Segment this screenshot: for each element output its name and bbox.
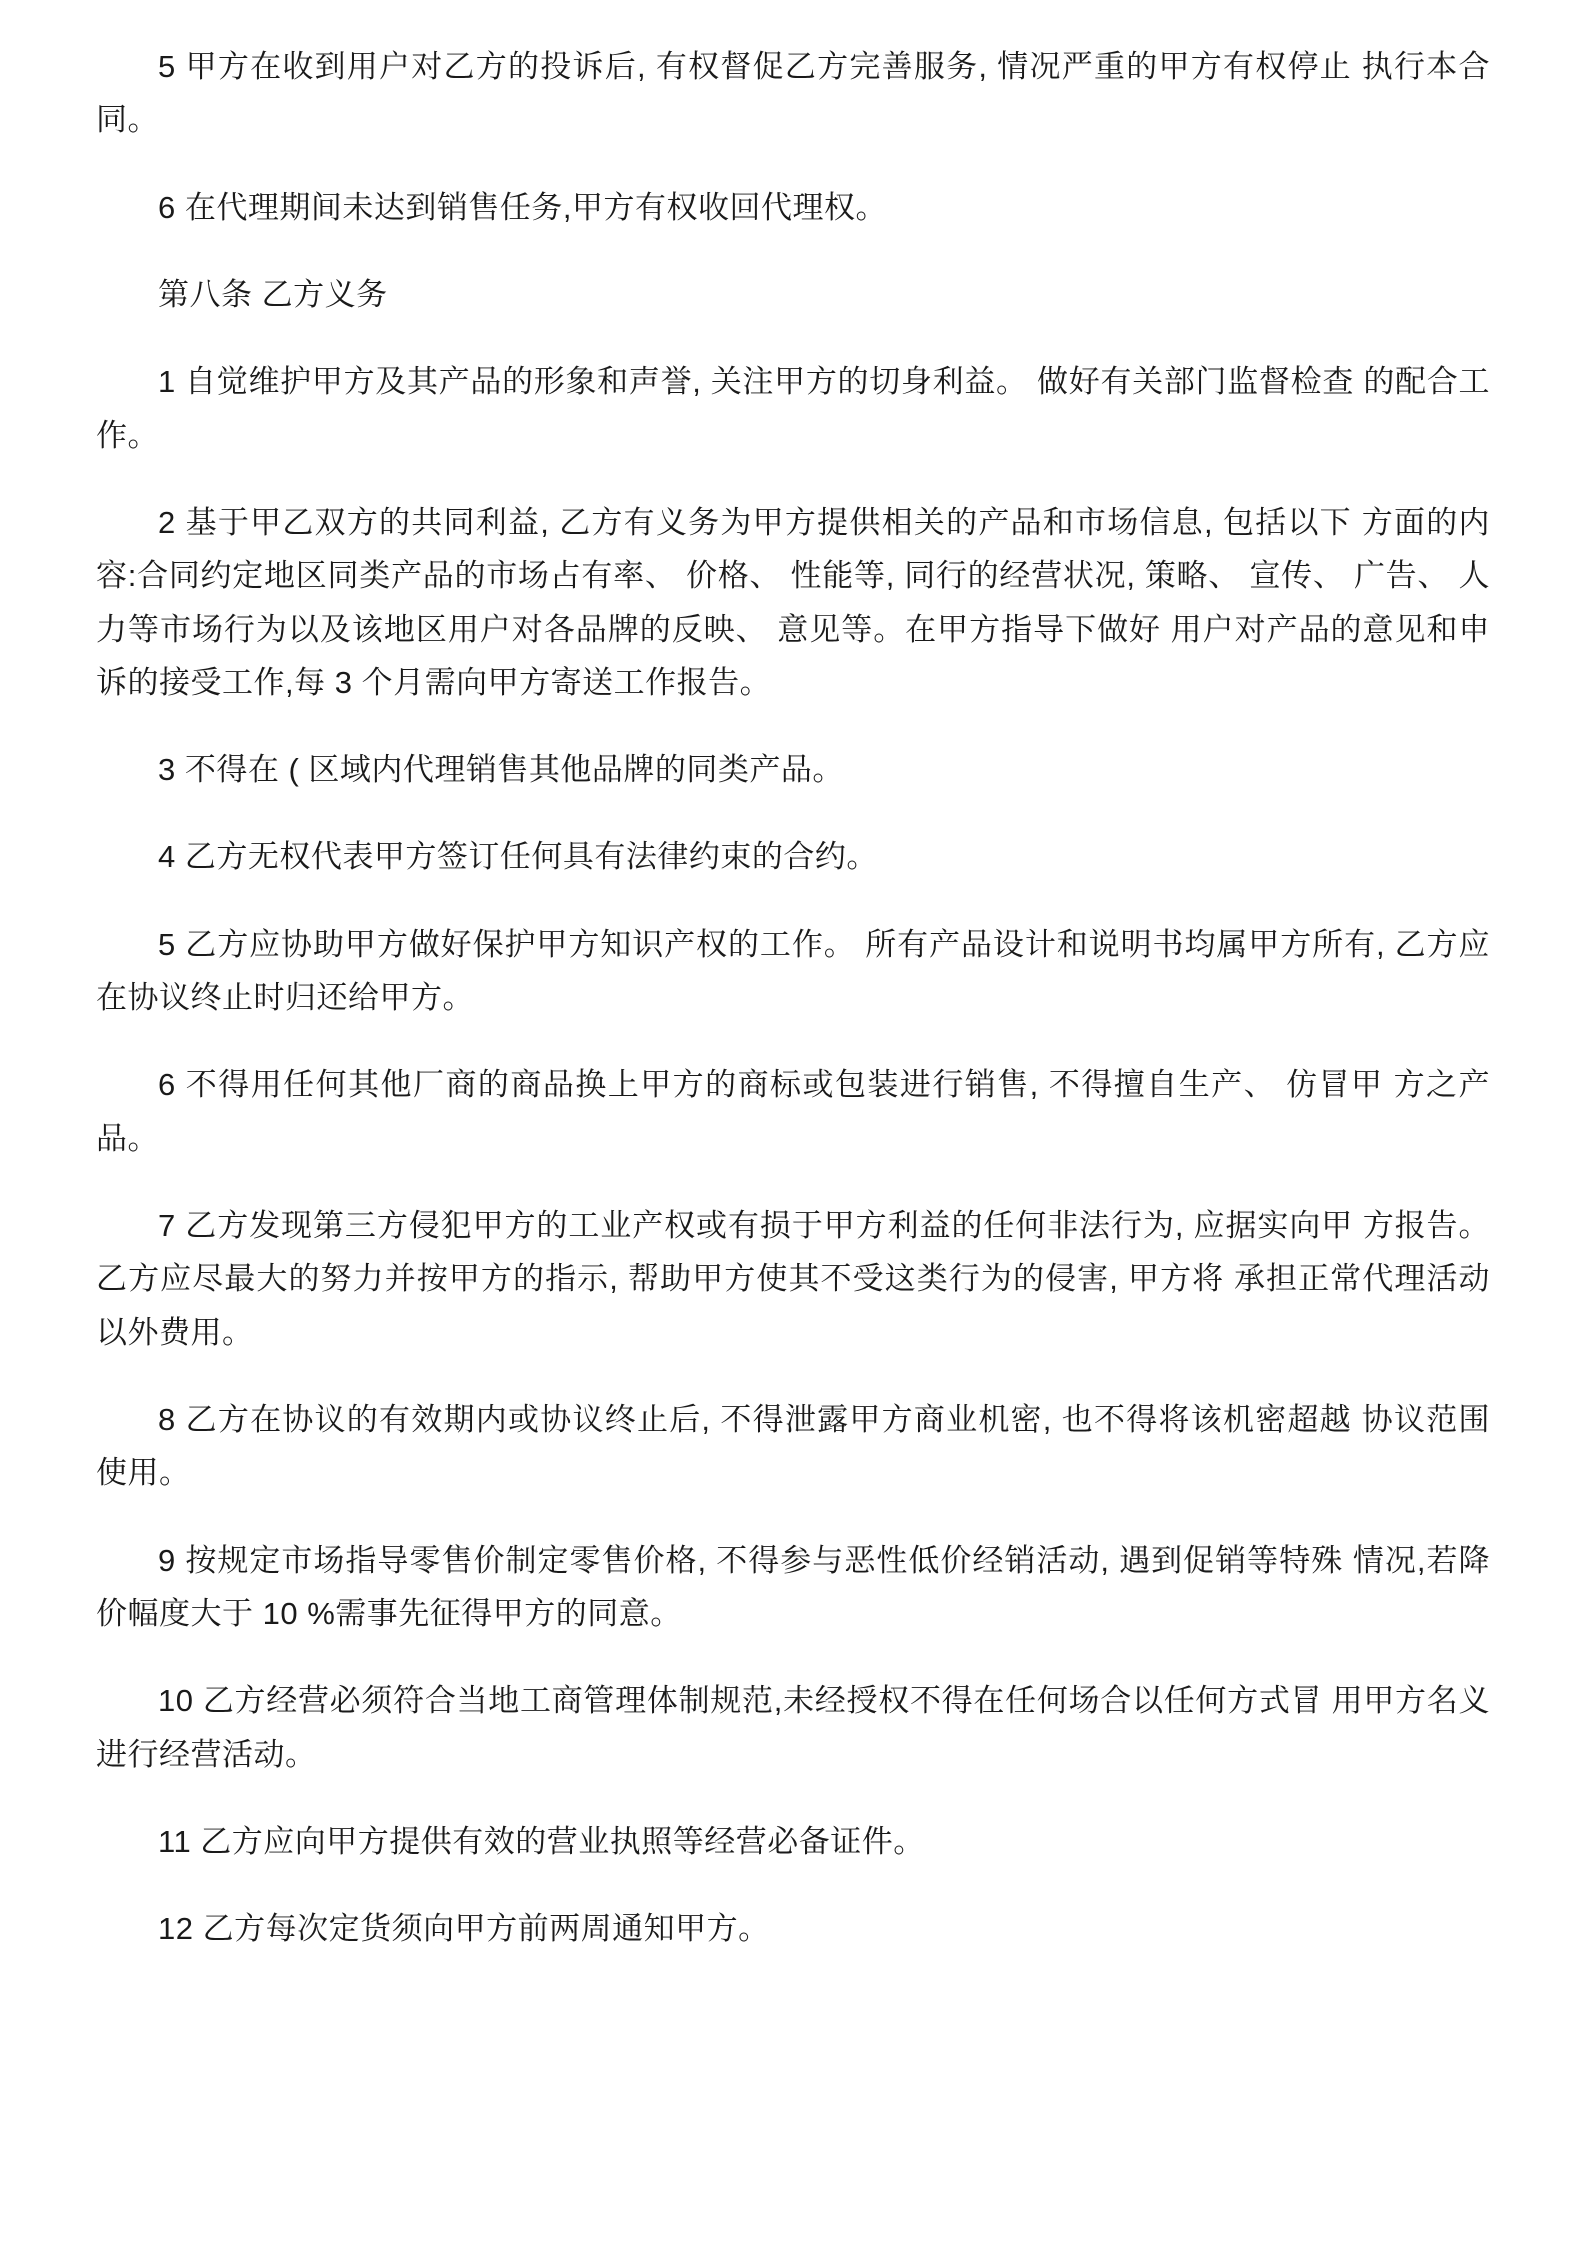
paragraph: 10 乙方经营必须符合当地工商管理体制规范,未经授权不得在任何场合以任何方式冒 用甲方名义进行经营活动。 bbox=[96, 1683, 1490, 1772]
paragraph: 9 按规定市场指导零售价制定零售价格, 不得参与恶性低价经销活动, 遇到促销等特殊 情况,若降价幅度大于 10 %需事先征得甲方的同意。 bbox=[96, 1542, 1490, 1631]
paragraph: 4 乙方无权代表甲方签订任何具有法律约束的合约。 bbox=[158, 839, 878, 875]
paragraph: 6 不得用任何其他厂商的商品换上甲方的商标或包装进行销售, 不得擅自生产、 仿冒甲 方之产品。 bbox=[96, 1067, 1490, 1156]
paragraph: 3 不得在 ( 区域内代理销售其他品牌的同类产品。 bbox=[158, 752, 844, 788]
paragraph: 12 乙方每次定货须向甲方前两周通知甲方。 bbox=[158, 1911, 770, 1947]
paragraph: 5 甲方在收到用户对乙方的投诉后, 有权督促乙方完善服务, 情况严重的甲方有权停止 执行本合同。 bbox=[96, 49, 1490, 138]
paragraph: 1 自觉维护甲方及其产品的形象和声誉, 关注甲方的切身利益。 做好有关部门监督检查 的配合工作。 bbox=[96, 364, 1490, 453]
paragraph: 6 在代理期间未达到销售任务,甲方有权收回代理权。 bbox=[158, 189, 887, 225]
paragraph: 2 基于甲乙双方的共同利益, 乙方有义务为甲方提供相关的产品和市场信息, 包括以下 方面的内容:合同约定地区同类产品的市场占有率、 价格、 性能等, 同行的经营状况, 策略、 宣传、 广告、 人力等市场行为以及该地区用户对各品牌的反映、 意见等。在甲方指导下做好 用户对产品的意见和申诉的接受工作,每 3 个月需向甲方寄送工作报告。 bbox=[96, 504, 1490, 700]
document-body bbox=[96, 40, 1490, 1955]
paragraph: 11 乙方应向甲方提供有效的营业执照等经营必备证件。 bbox=[158, 1823, 925, 1859]
paragraph: 5 乙方应协助甲方做好保护甲方知识产权的工作。 所有产品设计和说明书均属甲方所有, 乙方应在协议终止时归还给甲方。 bbox=[96, 926, 1490, 1016]
section-heading: 第八条 乙方义务 bbox=[158, 276, 388, 312]
paragraph: 7 乙方发现第三方侵犯甲方的工业产权或有损于甲方利益的任何非法行为, 应据实向甲 方报告。 乙方应尽最大的努力并按甲方的指示, 帮助甲方使其不受这类行为的侵害, 甲方将 承担正常代理活动以外费用。 bbox=[96, 1208, 1490, 1350]
paragraph: 8 乙方在协议的有效期内或协议终止后, 不得泄露甲方商业机密, 也不得将该机密超越 协议范围使用。 bbox=[96, 1401, 1490, 1491]
